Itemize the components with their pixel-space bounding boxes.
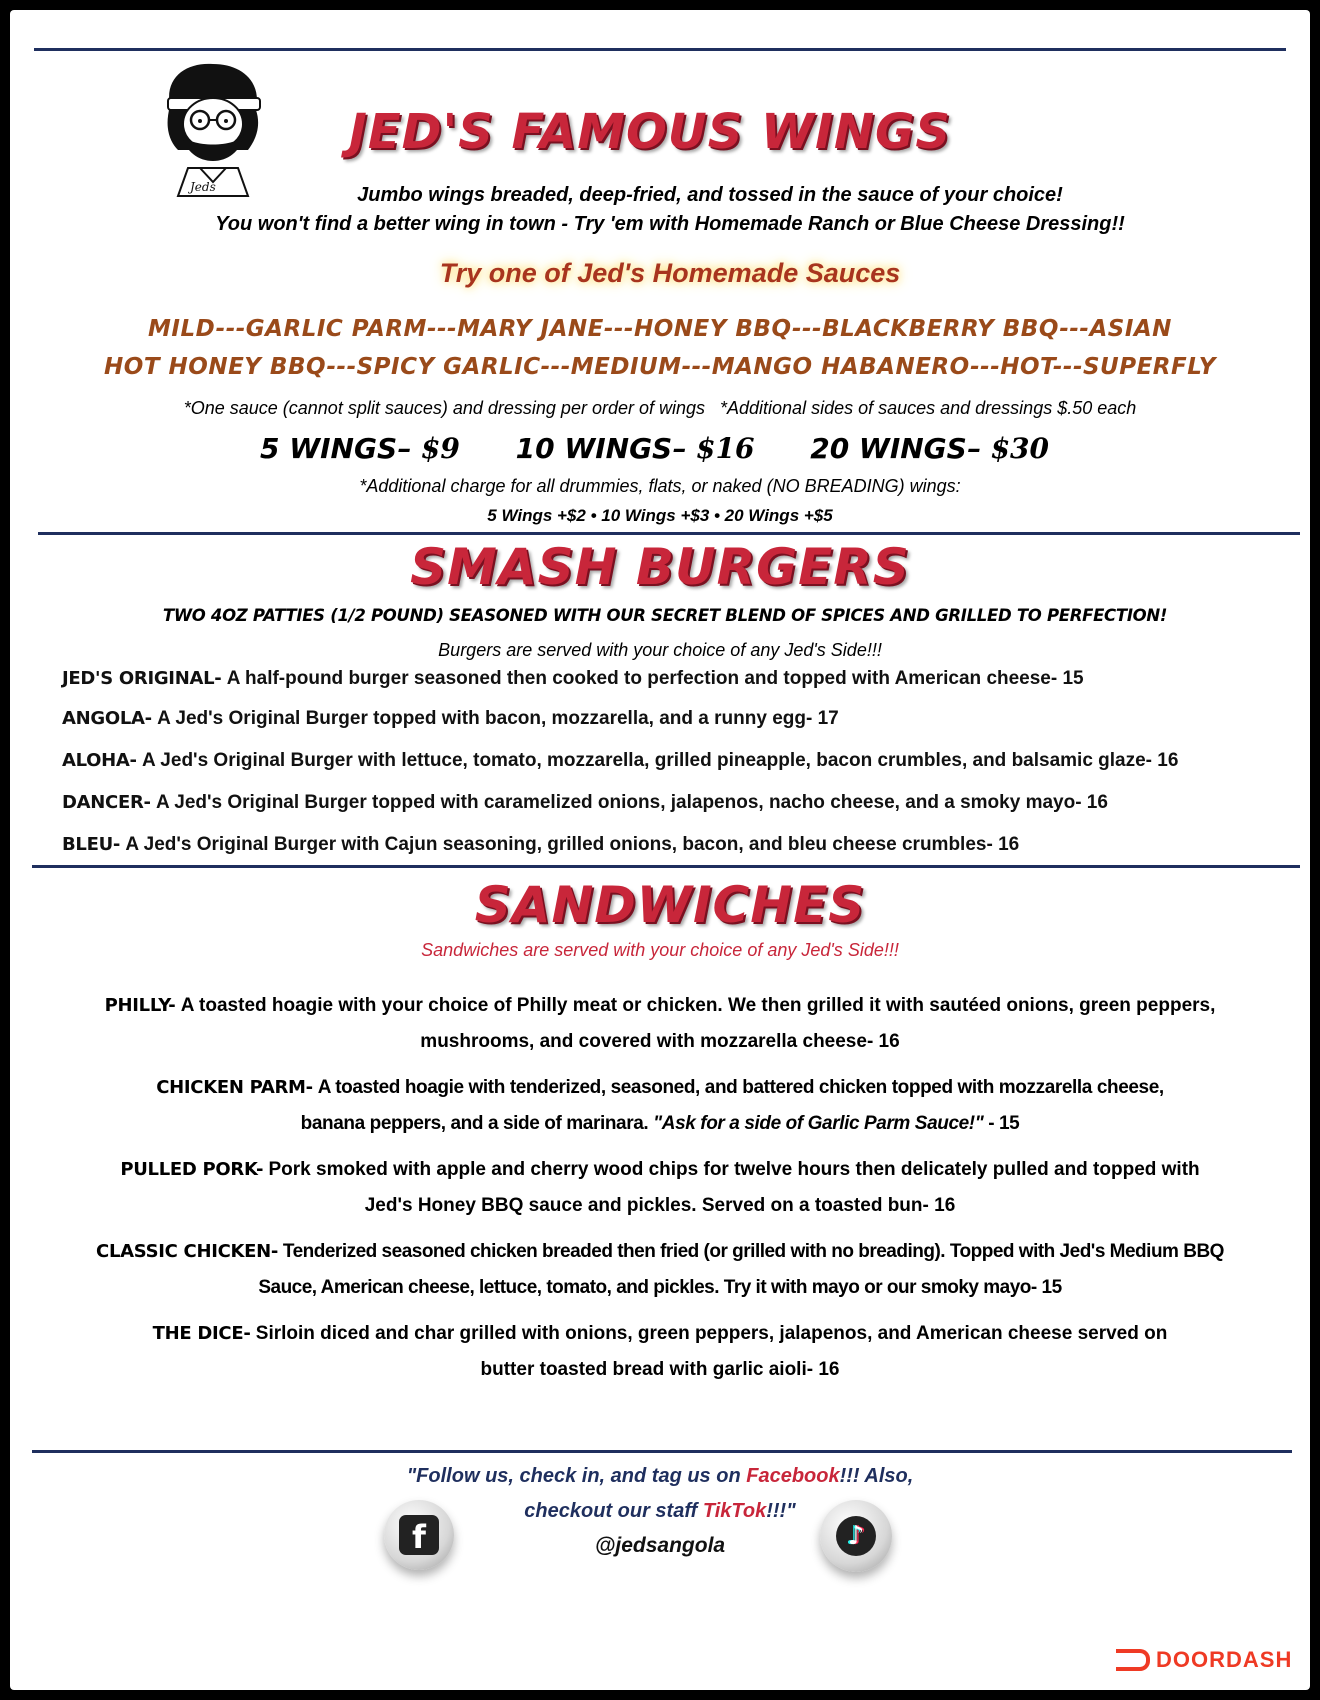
follow-text-b: !!! Also, xyxy=(839,1465,914,1487)
sauces-line-2: HOT HONEY BBQ---SPICY GARLIC---MEDIUM---MANGO HABANERO---HOT---SUPERFLY xyxy=(104,354,1216,380)
wings-intro-1: Jumbo wings breaded, deep-fried, and tossed in the sauce of your choice! xyxy=(357,184,1063,206)
sandwich-desc-2: banana peppers, and a side of marinara. xyxy=(300,1113,649,1134)
price-label-5: 5 WINGS xyxy=(260,432,398,465)
price-10: – $16 xyxy=(672,432,755,465)
extra-charge-prices: 5 Wings +$2 • 10 Wings +$3 • 20 Wings +$5 xyxy=(487,506,833,525)
sandwich-desc-1: A toasted hoagie with tenderized, seasoned, and battered chicken topped with mozzarella cheese, xyxy=(317,1077,1164,1098)
burger-name: DANCER- xyxy=(62,792,151,813)
follow-text-d: !!!" xyxy=(766,1500,796,1522)
burger-name: BLEU- xyxy=(62,834,121,855)
facebook-link[interactable]: Facebook xyxy=(746,1465,840,1487)
doordash-logo[interactable] xyxy=(1116,1646,1292,1673)
burgers-title: SMASH BURGERS xyxy=(410,538,910,596)
sandwich-desc-2-price: - 15 xyxy=(983,1113,1020,1134)
footer-rule xyxy=(32,1450,1292,1453)
price-20: – $30 xyxy=(966,432,1050,465)
burger-desc: A half-pound burger seasoned then cooked to perfection and topped with American cheese- 15 xyxy=(226,668,1084,689)
burger-desc: A Jed's Original Burger topped with bacon, mozzarella, and a runny egg- 17 xyxy=(157,708,839,729)
tiktok-link[interactable]: TikTok xyxy=(702,1500,767,1522)
sandwich-item-pulled-pork xyxy=(50,1152,1270,1224)
sandwich-desc-1: Tenderized seasoned chicken breaded then fried (or grilled with no breading). Topped with Jed's Medium BBQ xyxy=(282,1241,1224,1262)
sandwich-desc-2-italic: "Ask for a side of Garlic Parm Sauce!" xyxy=(653,1113,984,1134)
sandwich-item-the-dice xyxy=(50,1316,1270,1388)
facebook-icon: f xyxy=(399,1515,439,1555)
follow-text-c: checkout our staff xyxy=(524,1500,703,1522)
sandwiches-rule xyxy=(32,865,1300,868)
price-label-10: 10 WINGS xyxy=(515,432,673,465)
sandwich-desc-2: mushrooms, and covered with mozzarella cheese- 16 xyxy=(420,1031,900,1052)
sauces-line-1: MILD---GARLIC PARM---MARY JANE---HONEY BBQ---BLACKBERRY BBQ---ASIAN xyxy=(148,316,1172,342)
follow-text-line-1 xyxy=(310,1465,1010,1488)
top-rule xyxy=(34,48,1286,51)
social-handle: @jedsangola xyxy=(594,1534,726,1557)
burgers-subtitle: TWO 4OZ PATTIES (1/2 POUND) SEASONED WITH OUR SECRET BLEND OF SPICES AND GRILLED TO PERFECTION! xyxy=(162,606,1168,625)
sandwiches-title: SANDWICHES xyxy=(474,876,866,934)
burger-item-bleu xyxy=(62,834,1019,856)
sandwich-desc-2: Jed's Honey BBQ sauce and pickles. Served on a toasted bun- 16 xyxy=(364,1195,956,1216)
sandwich-desc-1: Pork smoked with apple and cherry wood chips for twelve hours then delicately pulled and topped with xyxy=(268,1159,1200,1180)
tiktok-button[interactable] xyxy=(820,1500,892,1572)
sandwich-name: THE DICE- xyxy=(152,1323,251,1344)
svg-text:Jeds: Jeds xyxy=(190,180,216,194)
follow-text-a: "Follow us, check in, and tag us on xyxy=(406,1465,747,1487)
tiktok-icon: ♪ xyxy=(836,1516,876,1556)
burgers-served: Burgers are served with your choice of any Jed's Side!!! xyxy=(438,640,882,660)
sandwich-desc-2: butter toasted bread with garlic aioli- 16 xyxy=(480,1359,840,1380)
sauce-heading: Try one of Jed's Homemade Sauces xyxy=(439,258,901,288)
doordash-label: DOORDASH xyxy=(1156,1647,1293,1673)
burger-desc: A Jed's Original Burger with Cajun seasoning, grilled onions, bacon, and bleu cheese crumbles- 16 xyxy=(125,834,1020,855)
doordash-icon xyxy=(1116,1649,1150,1671)
sandwich-name: PULLED PORK- xyxy=(120,1159,264,1180)
sandwich-item-classic-chicken xyxy=(50,1234,1270,1306)
burger-desc: A Jed's Original Burger topped with caramelized onions, jalapenos, nacho cheese, and a smoky mayo- 16 xyxy=(155,792,1108,813)
price-5: – $9 xyxy=(397,432,460,465)
burger-item-angola xyxy=(62,708,839,730)
sandwich-item-chicken-parm xyxy=(50,1070,1270,1142)
burger-item-dancer xyxy=(62,792,1108,814)
burger-desc: A Jed's Original Burger with lettuce, tomato, mozzarella, grilled pineapple, bacon crumbles, and balsamic glaze- 16 xyxy=(142,750,1179,771)
wings-intro-2: You won't find a better wing in town - Try 'em with Homemade Ranch or Blue Cheese Dressing!! xyxy=(215,213,1125,235)
burger-item-jeds-original xyxy=(62,668,1084,690)
sandwiches-served: Sandwiches are served with your choice of any Jed's Side!!! xyxy=(421,940,899,960)
sandwich-desc-2: Sauce, American cheese, lettuce, tomato, and pickles. Try it with mayo or our smoky mayo- 15 xyxy=(258,1277,1062,1298)
sandwich-desc-1: A toasted hoagie with your choice of Philly meat or chicken. We then grilled it with sautéed onions, green peppers, xyxy=(180,995,1216,1016)
sauce-note: *One sauce (cannot split sauces) and dressing per order of wings *Additional sides of sauces and dressings $.50 each xyxy=(183,398,1137,418)
burgers-rule xyxy=(38,532,1300,535)
sandwich-desc-1: Sirloin diced and char grilled with onions, green peppers, jalapenos, and American cheese served on xyxy=(255,1323,1168,1344)
sandwich-name: PHILLY- xyxy=(104,995,176,1016)
burger-item-aloha xyxy=(62,750,1178,772)
burger-name: ALOHA- xyxy=(62,750,137,771)
sandwich-name: CHICKEN PARM- xyxy=(156,1077,313,1098)
burger-name: JED'S ORIGINAL- xyxy=(62,668,222,689)
burger-name: ANGOLA- xyxy=(62,708,152,729)
sandwich-name: CLASSIC CHICKEN- xyxy=(96,1241,279,1262)
sandwich-item-philly xyxy=(50,988,1270,1060)
wings-title: JED'S FAMOUS WINGS xyxy=(349,104,951,160)
facebook-button[interactable] xyxy=(384,1500,454,1570)
extra-charge-note: *Additional charge for all drummies, flats, or naked (NO BREADING) wings: xyxy=(359,476,961,496)
menu-page xyxy=(10,10,1310,1690)
wing-prices xyxy=(260,432,1060,465)
price-label-20: 20 WINGS xyxy=(810,432,967,465)
